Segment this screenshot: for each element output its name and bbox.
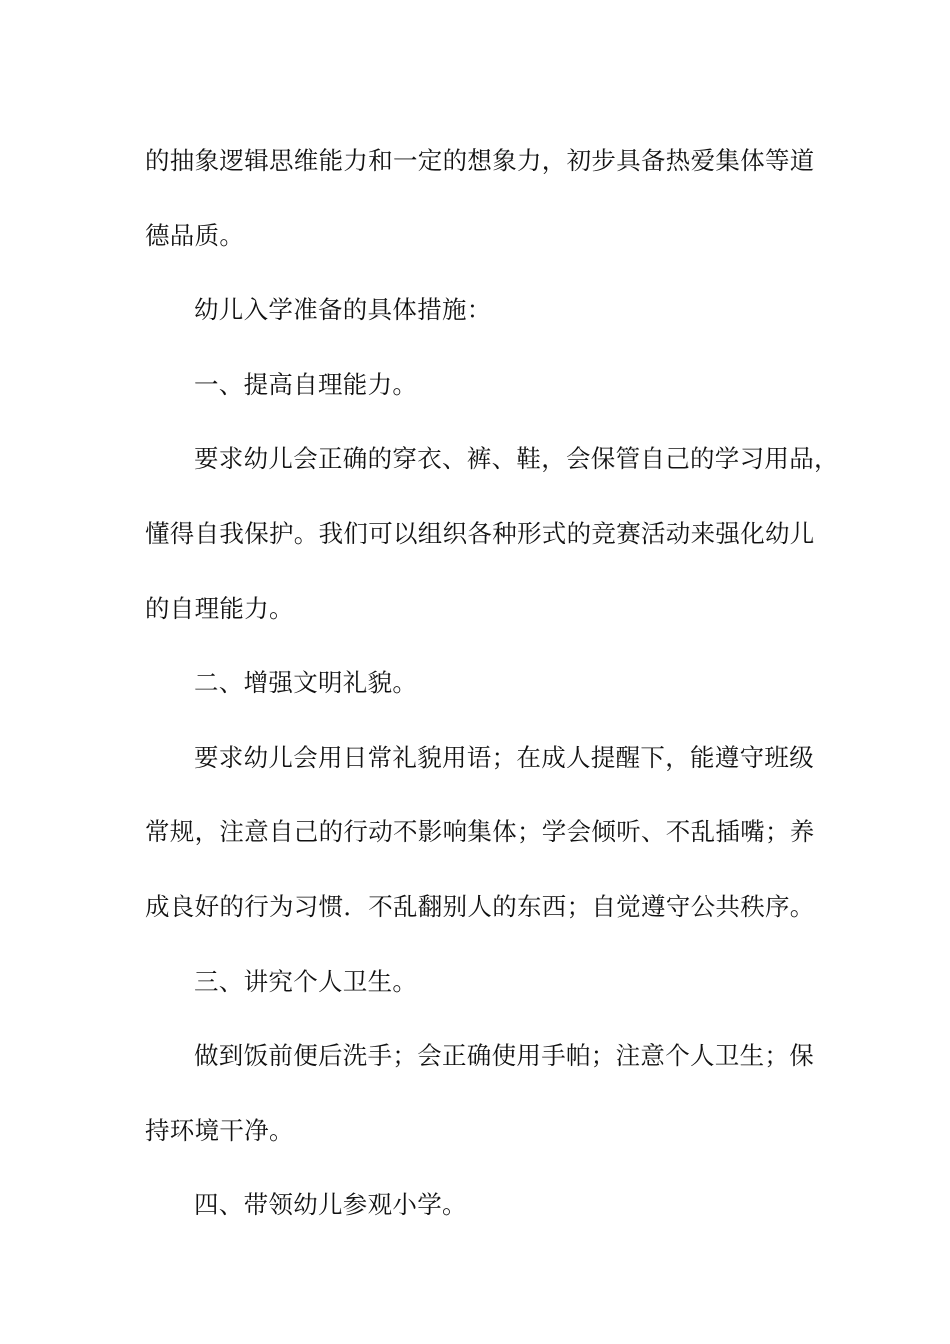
section-heading-2: 二、增强文明礼貌。 (194, 668, 418, 698)
paragraph-line: 成良好的行为习惯．不乱翻别人的东西；自觉遵守公共秩序。 (145, 891, 815, 921)
paragraph-line: 要求幼儿会正确的穿衣、裤、鞋，会保管自己的学习用品， (194, 444, 839, 474)
document-body (145, 124, 839, 1243)
section-heading-1: 一、提高自理能力。 (194, 369, 418, 399)
section-heading-3: 三、讲究个人卫生。 (194, 966, 418, 996)
paragraph-line: 的抽象逻辑思维能力和一定的想象力，初步具备热爱集体等道 (145, 146, 815, 175)
paragraph-line: 持环境干净。 (145, 1115, 294, 1145)
paragraph-line: 德品质。 (145, 220, 245, 250)
paragraph-line: 常规，注意自己的行动不影响集体；学会倾听、不乱插嘴；养 (145, 817, 815, 847)
paragraph-line: 的自理能力。 (145, 593, 294, 623)
paragraph-line: 要求幼儿会用日常礼貌用语；在成人提醒下，能遵守班级 (194, 742, 814, 772)
section-intro: 幼儿入学准备的具体措施： (194, 295, 492, 325)
paragraph-line: 做到饭前便后洗手；会正确使用手帕；注意个人卫生；保 (194, 1041, 814, 1071)
section-heading-4: 四、带领幼儿参观小学。 (194, 1190, 467, 1220)
paragraph-line: 懂得自我保护。我们可以组织各种形式的竞赛活动来强化幼儿 (145, 518, 815, 548)
